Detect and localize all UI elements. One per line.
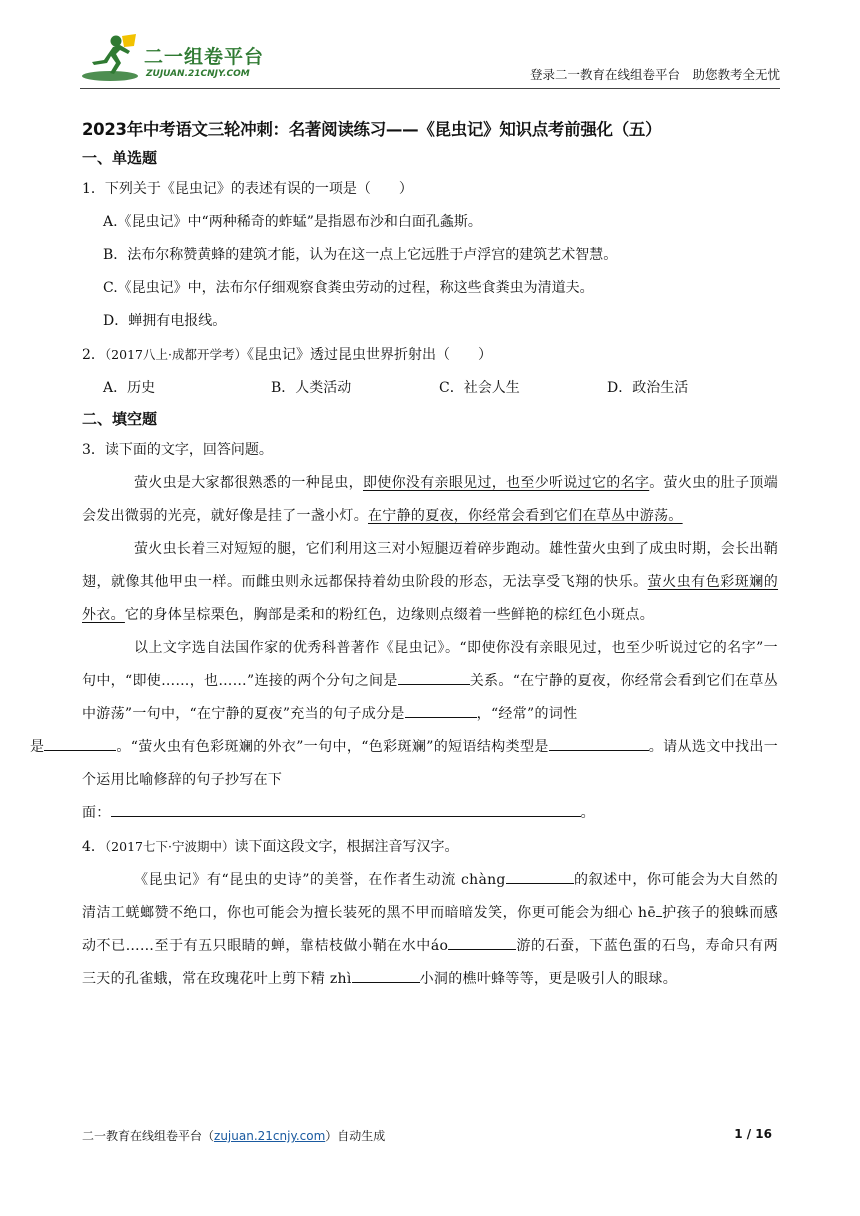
- question-2-option-c: C．社会人生: [439, 380, 520, 396]
- question-2-text: 《昆虫记》透过昆虫世界折射出（ ）: [246, 347, 492, 363]
- page-header: [80, 32, 780, 88]
- passage-text: 萤火虫是大家都很熟悉的一种昆虫，: [134, 475, 363, 491]
- answer-blank[interactable]: [44, 732, 116, 751]
- prompt-text: 以上文字选自法国作家的优秀科普著作《昆虫记》。“即使你没有亲眼见过，也至少听说过它的名字”一句中，“即使……，也……”连接的两个分句之间是: [82, 640, 778, 689]
- answer-blank[interactable]: [405, 699, 477, 718]
- underlined-sentence: 萤火虫有色彩斑斓的外衣。: [82, 574, 779, 623]
- passage-text: 。萤火虫的肚子顶端会发出微弱的光亮，就好像是挂了一盏小灯。: [82, 475, 778, 524]
- page-number: 1 / 16: [734, 1127, 772, 1141]
- logo-title: 二一组卷平台: [144, 46, 265, 68]
- passage-text: 它的身体呈棕栗色，胸部是柔和的粉红色，边缘则点缀着一些鲜艳的棕红色小斑点。: [124, 607, 655, 623]
- section-heading-single-choice: 一、单选题: [82, 149, 158, 167]
- site-logo[interactable]: [80, 32, 280, 86]
- question-1-option-c: C.《昆虫记》中，法布尔仔细观察食粪虫劳动的过程，称这些食粪虫为清道夫。: [103, 280, 594, 296]
- question-2-stem: [82, 338, 778, 372]
- underlined-sentence: 在宁静的夏夜，你经常会看到它们在草丛中游荡。: [368, 508, 683, 524]
- question-3-prompt-end: [82, 797, 778, 830]
- question-4-text: 读下面这段文字，根据注音写汉字。: [234, 839, 459, 855]
- footer-text: ）自动生成: [325, 1129, 386, 1143]
- underlined-sentence: 即使你没有亲眼见过，也至少听说过它的名字: [362, 475, 650, 491]
- answer-blank[interactable]: [352, 964, 420, 983]
- answer-blank[interactable]: [549, 732, 649, 751]
- footer-link[interactable]: zujuan.21cnjy.com: [214, 1129, 326, 1143]
- passage-text: 护孩子的狼蛛而感动不已……至于有五只眼睛的蝉，靠桔枝做小鞘在水中áo: [82, 905, 778, 954]
- question-3-passage-2: [82, 533, 778, 632]
- footer-text: 二一教育在线组卷平台（: [82, 1129, 215, 1143]
- question-3-stem: 3．读下面的文字，回答问题。: [82, 442, 273, 458]
- prompt-text: 。: [580, 805, 595, 821]
- passage-text: 萤火虫长着三对短短的腿，它们利用这三对小短腿迈着碎步跑动。雄性萤火虫到了成虫时期，会长出鞘翅，就像其他甲虫一样。而雌虫则永远都保持着幼虫阶段的形态，无法享受飞翔的快乐。: [82, 541, 778, 590]
- logo-subtitle: ZUJUAN.21CNJY.COM: [146, 69, 250, 79]
- page-footer: [82, 1127, 772, 1144]
- question-3-prompt: [30, 632, 778, 797]
- passage-text: 《昆虫记》有“昆虫的史诗”的美誉，在作者生动流 chàng: [134, 872, 506, 888]
- question-1-option-d: D．蝉拥有电报线。: [103, 313, 227, 329]
- passage-text: 游的石蚕，下蓝色蛋的石鸟，寿命只有两三天的孔雀蛾，常在玫瑰花叶上剪下精 zhì: [82, 938, 778, 987]
- answer-blank[interactable]: [448, 931, 516, 950]
- runner-logo-icon: [80, 32, 142, 84]
- question-4-number: 4．: [82, 839, 105, 855]
- question-4-source: （2017七下·宁波期中）: [104, 839, 235, 854]
- question-4-stem: [82, 830, 778, 864]
- prompt-text: 。“萤火虫有色彩斑斓的外衣”一句中，“色彩斑斓”的短语结构类型是: [116, 739, 549, 755]
- answer-blank[interactable]: [111, 798, 581, 817]
- prompt-text: 是: [30, 739, 45, 755]
- passage-text: 的叙述中，你可能会为大自然的清洁工蜣螂赞不绝口，你也可能会为擅长装死的黑不甲而暗暗发笑，你更可能会为细心 hē: [82, 872, 778, 921]
- document-title: 2023年中考语文三轮冲刺：名著阅读练习——《昆虫记》知识点考前强化（五）: [82, 120, 662, 139]
- question-2-source: （2017八上·成都开学考）: [104, 347, 247, 362]
- question-4-passage: [82, 864, 778, 996]
- question-2-option-d: D．政治生活: [607, 380, 689, 396]
- question-3-passage-1: [82, 467, 778, 533]
- question-1-option-b: B．法布尔称赞黄蜂的建筑才能，认为在这一点上它远胜于卢浮宫的建筑艺术智慧。: [103, 247, 618, 263]
- prompt-text: ，“经常”的词性: [476, 706, 578, 722]
- question-2-number: 2．: [82, 347, 105, 363]
- header-divider: [80, 88, 780, 89]
- prompt-text: 。请从选文中找出一个运用比喻修辞的句子抄写在下: [82, 739, 778, 788]
- prompt-text: 面：: [82, 805, 111, 821]
- section-heading-fill-blank: 二、填空题: [82, 410, 158, 428]
- answer-blank[interactable]: [398, 666, 470, 685]
- header-slogan: 登录二一教育在线组卷平台 助您教考全无忧: [529, 67, 780, 82]
- passage-text: 小洞的樵叶蜂等等，更是吸引人的眼球。: [419, 971, 678, 987]
- question-2-option-b: B．人类活动: [271, 380, 352, 396]
- question-2-option-a: A．历史: [103, 380, 156, 396]
- question-1-option-a: A.《昆虫记》中“两种稀奇的蚱蜢”是指恩布沙和白面孔螽斯。: [103, 214, 482, 230]
- question-1-stem: 1．下列关于《昆虫记》的表述有误的一项是（ ）: [82, 181, 413, 197]
- prompt-text: 关系。“在宁静的夏夜，你经常会看到它们在草丛中游荡”一句中，“在宁静的夏夜”充当的句子成分是: [82, 673, 778, 722]
- answer-blank[interactable]: [506, 865, 574, 884]
- document-body: [30, 116, 779, 996]
- question-2-options: [82, 372, 778, 405]
